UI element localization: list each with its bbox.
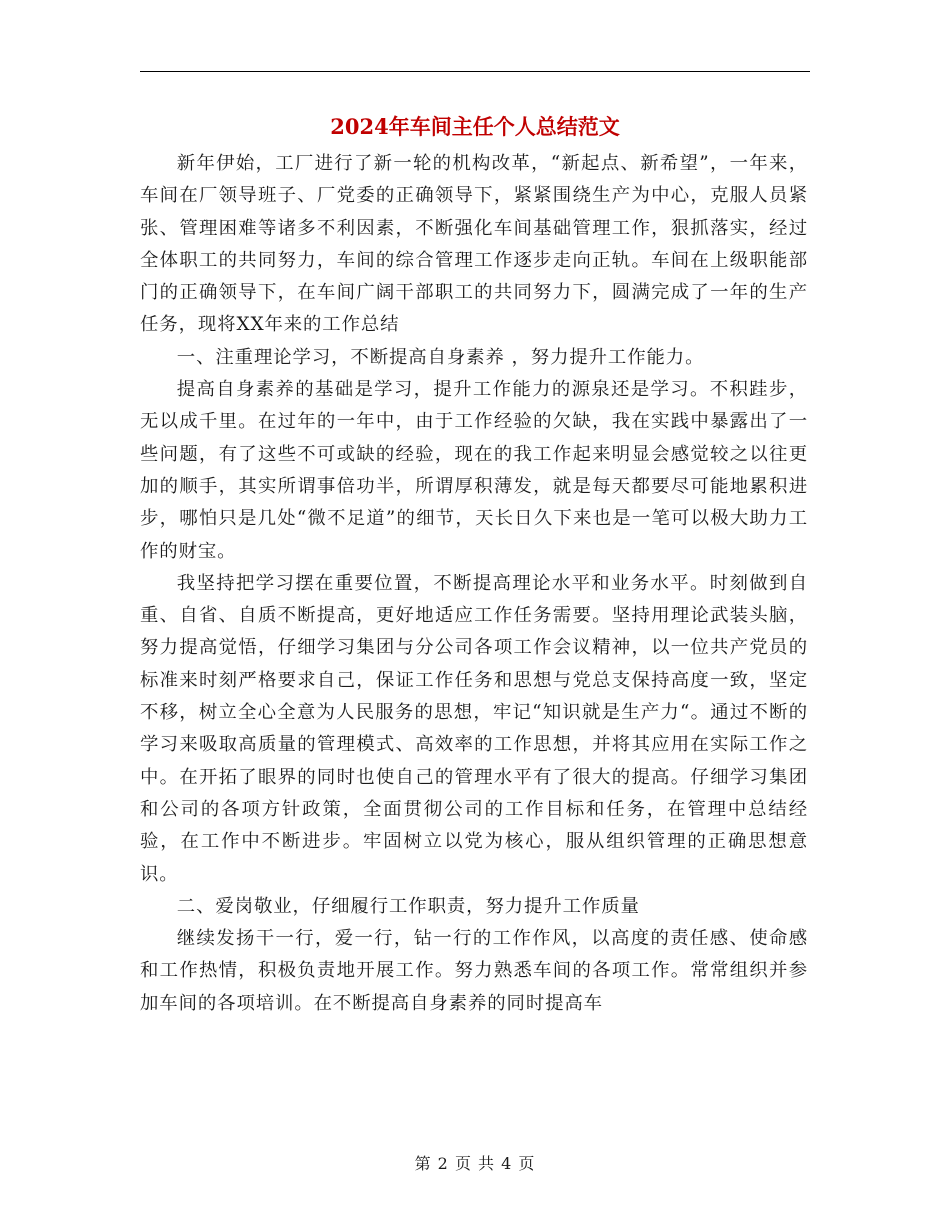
paragraph-intro: 新年伊始，工厂进行了新一轮的机构改革，“新起点、新希望”，一年来，车间在厂领导班子、厂党委的正确领导下，紧紧围绕生产为中心，克服人员紧张、管理困难等诸多不利因素，不断强化车间基础管理工作，狠抓落实，经过全体职工的共同努力，车间的综合管理工作逐步走向正轨。车间在上级职能部门的正确领导下，在车间广阔干部职工的共同努力下，圆满完成了一年的生产任务，现将XX年来的工作总结: [140, 153, 808, 336]
section-heading-2: 二、爱岗敬业，仔细履行工作职责，努力提升工作质量: [176, 895, 640, 917]
page-footer: [0, 1152, 950, 1176]
paragraph-study-basis: 提高自身素养的基础是学习，提升工作能力的源泉还是学习。不积跬步，无以成千里。在过年的一年中，由于工作经验的欠缺，我在实践中暴露出了一些问题，有了这些不可或缺的经验，现在的我工作起来明显会感觉较之以往更加的顺手，其实所谓事倍功半，所谓厚积薄发，就是每天都要尽可能地累积进步，哪怕只是几处“微不足道”的细节，天长日久下来也是一笔可以极大助力工作的财宝。: [140, 379, 808, 562]
document-title: 2024年车间主任个人总结范文: [330, 114, 620, 139]
page-number-label: 第 2 页 共 4 页: [414, 1154, 536, 1173]
paragraph-work-duties: 继续发扬干一行，爱一行，钻一行的工作作风，以高度的责任感、使命感和工作热情，积极负责地开展工作。努力熟悉车间的各项工作。常常组织并参加车间的各项培训。在不断提高自身素养的同时提高车: [140, 928, 808, 1014]
paragraph-study-commitment: 我坚持把学习摆在重要位置，不断提高理论水平和业务水平。时刻做到自重、自省、自质不断提高，更好地适应工作任务需要。坚持用理论武装头脑，努力提高觉悟，仔细学习集团与分公司各项工作会议精神，以一位共产党员的标准来时刻严格要求自己，保证工作任务和思想与党总支保持高度一致，坚定不移，树立全心全意为人民服务的思想，牢记“知识就是生产力“。通过不断的学习来吸取高质量的管理模式、高效率的工作思想，并将其应用在实际工作之中。在开拓了眼界的同时也使自己的管理水平有了很大的提高。仔细学习集团和公司的各项方针政策，全面贯彻公司的工作目标和任务，在管理中总结经验，在工作中不断进步。牢固树立以党为核心，服从组织管理的正确思想意识。: [140, 572, 808, 885]
document-body: [140, 148, 808, 1020]
header-rule: [140, 71, 810, 72]
section-heading-1: 一、注重理论学习，不断提高自身素养 ，努力提升工作能力。: [176, 346, 705, 368]
